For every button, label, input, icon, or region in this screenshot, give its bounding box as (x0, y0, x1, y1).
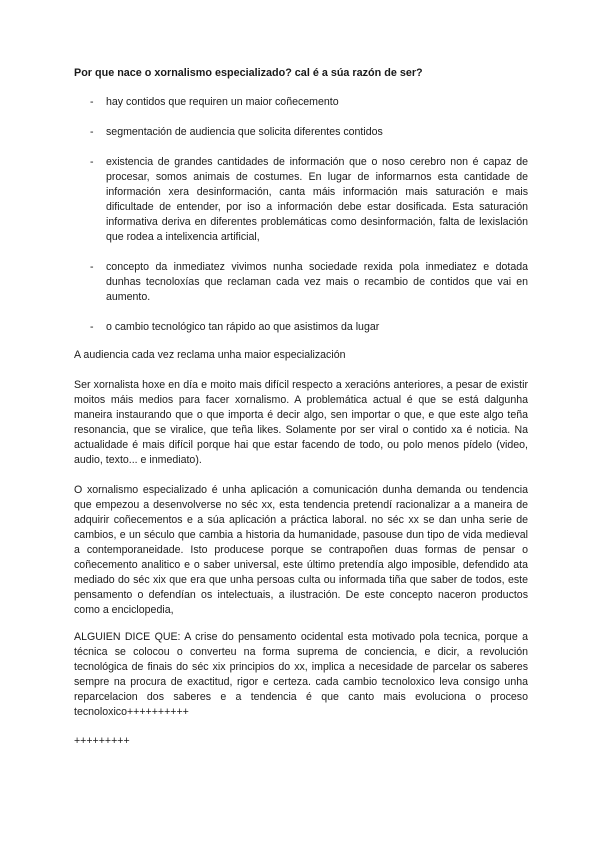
bullet-text: hay contidos que requiren un maior coñecemento (106, 96, 339, 108)
paragraph: O xornalismo especializado é unha aplicación a comunicación dunha demanda ou tendencia que empezou a desenvolverse no séc xx, esta tendencia pretendí racionalizar a a maneira de adquirir coñecementos e a súa aplicación a práctica laboral. no séc xx se dan unha serie de cambios, e un século que cambia a historia da humanidade, pasouse dun tipo de vida medieval a contemporaneidade. Isto producese porque se contrapoñen duas formas de pensar o coñecemento analitico e o saber universal, este último pretendía algo imposible, defendido ata mediado do séc xix que era que unha persoas culta ou informada tiña que saber de todos, este pensamento o defendían os intelectuais, a ilustración. De este concepto naceron productos como a enciclopedia, (74, 484, 528, 616)
bullet-dash: - (90, 261, 94, 273)
bullet-text: segmentación de audiencia que solicita diferentes contidos (106, 126, 383, 138)
bullet-dash: - (90, 156, 94, 168)
bullet-dash: - (90, 96, 94, 108)
bullet-text: o cambio tecnológico tan rápido ao que asistimos da lugar (106, 321, 380, 333)
paragraph: Ser xornalista hoxe en día e moito mais difícil respecto a xeracións anteriores, a pesar de existir moitos máis medios para facer xornalismo. A problemática actual é que se está dalgunha maneira instaurando que o que importa é decir algo, sen importar o que, e que este algo teña resonancia, que se viralice, que teña likes. Solamente por ser viral o contido xa é noticia. Na actualidade é mais difícil porque hai que estar facendo de todo, ou polo menos pídelo (video, audio, texto... e inmediato). (74, 379, 528, 466)
bullet-text: concepto da inmediatez vivimos nunha sociedade rexida pola inmediatez e dotada dunhas tecnoloxías que reclaman cada vez mais o recambio de contidos que vai en aumento. (106, 261, 528, 303)
bullet-dash: - (90, 321, 94, 333)
bullet-text: existencia de grandes cantidades de información que o noso cerebro non é capaz de procesar, somos animais de costumes. En lugar de informarnos esta cantidade de información xera desinformación, canta máis información mais saturación e mais dificultade de entender, por iso a información debe estar dosificada. Esta saturación informativa deriva en diferentes problemáticas como desinformación, falta de lexislación que rodea a intelixencia artificial, (106, 156, 528, 243)
section-heading-paragraph: A audiencia cada vez reclama unha maior especialización (74, 349, 346, 361)
bullet-dash: - (90, 126, 94, 138)
list-item (74, 155, 528, 245)
list-item (74, 320, 528, 335)
document-title: Por que nace o xornalismo especializado? cal é a súa razón de ser? (74, 67, 423, 79)
list-item (74, 95, 528, 110)
list-item (74, 260, 528, 305)
paragraph: ALGUIEN DICE QUE: A crise do pensamento ocidental esta motivado pola tecnica, porque a técnica se colocou o converteu na forma suprema de conciencia, e dicir, a revolución tecnológica de finais do séc xix principios do xx, implica a necesidade de parcelar os saberes sempre na procura de exactitud, rigor e certeza. cada cambio tecnoloxico leva consigo unha reparcelacion dos saberes e a tendencia é que canto mais evoluciona o proceso tecnoloxico++++++++++ (74, 631, 528, 718)
paragraph: +++++++++ (74, 735, 130, 747)
bullet-list (74, 95, 528, 335)
list-item (74, 125, 528, 140)
